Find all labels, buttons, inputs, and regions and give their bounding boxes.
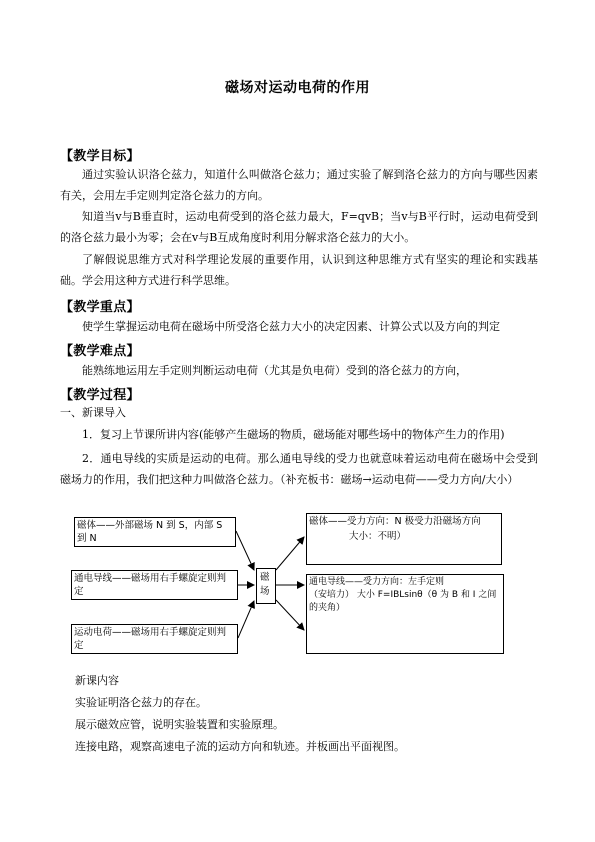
objective-paragraph-3: 了解假说思维方式对科学理论发展的重要作用，认识到这种思维方式有坚实的理论和实践基础。学会用这种方式进行科学思维。 (60, 253, 538, 287)
arrow-charge-to-field (238, 601, 254, 638)
arrow-magnet-to-field (236, 531, 254, 570)
wire-force-direction: 通电导线——受力方向：左手定则 (309, 577, 445, 587)
diagram-box-wire-force (306, 574, 504, 654)
key-points-paragraph: 使学生掌握运动电荷在磁场中所受洛仑兹力大小的决定因素、计算公式以及方向的判定 (82, 320, 500, 333)
objective-paragraph-1: 通过实验认识洛仑兹力，知道什么叫做洛仑兹力；通过实验了解到洛仑兹力的方向与哪些因素有关，会用左手定则判定洛仑兹力的方向。 (60, 168, 538, 202)
diagram-box-moving-charge: 运动电荷——磁场用右手螺旋定则判定 (71, 624, 238, 654)
difficulties-heading: 【教学难点】 (60, 344, 140, 359)
new-lesson-line-3: 连接电路，观察高速电子流的运动方向和轨迹。并板画出平面视图。 (75, 740, 405, 753)
process-heading: 【教学过程】 (60, 388, 140, 403)
magnet-force-size: 大小：不明） (349, 531, 407, 542)
diagram-box-magnet: 磁体——外部磁场 N 到 S，内部 S 到 N (74, 517, 236, 547)
objective-paragraph-2: 知道当v与B垂直时，运动电荷受到的洛仑兹力最大，F=qvB；当v与B平行时，运动电荷受到的洛仑兹力最小为零；会在v与B互成角度时利用分解求洛仑兹力的大小。 (60, 210, 538, 244)
key-points-heading: 【教学重点】 (60, 300, 140, 315)
diagram-box-field: 磁场 (256, 568, 276, 604)
wire-force-size: （安培力） 大小 F=IBLsinθ（θ 为 B 和 I 之间的夹角） (309, 590, 497, 613)
diagram-box-magnet-force (306, 513, 502, 565)
new-lesson-line-1: 实验证明洛仑兹力的存在。 (75, 696, 207, 709)
magnet-force-direction: 磁体——受力方向：N 极受力沿磁场方向 (309, 516, 481, 527)
process-step-2: 2．通电导线的实质是运动的电荷。那么通电导线的受力也就意味着运动电荷在磁场中会受到磁场力的作用，我们把这种力叫做洛仑兹力。（补充板书：磁场→运动电荷——受力方向/大小） (60, 452, 538, 486)
page-title: 磁场对运动电荷的作用 (225, 80, 370, 96)
new-lesson-title: 新课内容 (75, 674, 119, 687)
objectives-heading: 【教学目标】 (60, 149, 140, 164)
arrow-field-to-charge-force (276, 600, 304, 630)
diagram-box-current-wire: 通电导线——磁场用右手螺旋定则判定 (71, 570, 238, 600)
arrow-field-to-magnet-force (276, 537, 304, 570)
difficulties-paragraph: 能熟练地运用左手定则判断运动电荷（尤其是负电荷）受到的洛仑兹力的方向， (82, 364, 467, 377)
new-lesson-line-2: 展示磁效应管，说明实验装置和实验原理。 (75, 718, 284, 731)
intro-title: 一、新课导入 (60, 406, 126, 419)
process-step-1: 1．复习上节课所讲内容(能够产生磁场的物质，磁场能对哪些场中的物体产生力的作用) (82, 428, 505, 441)
